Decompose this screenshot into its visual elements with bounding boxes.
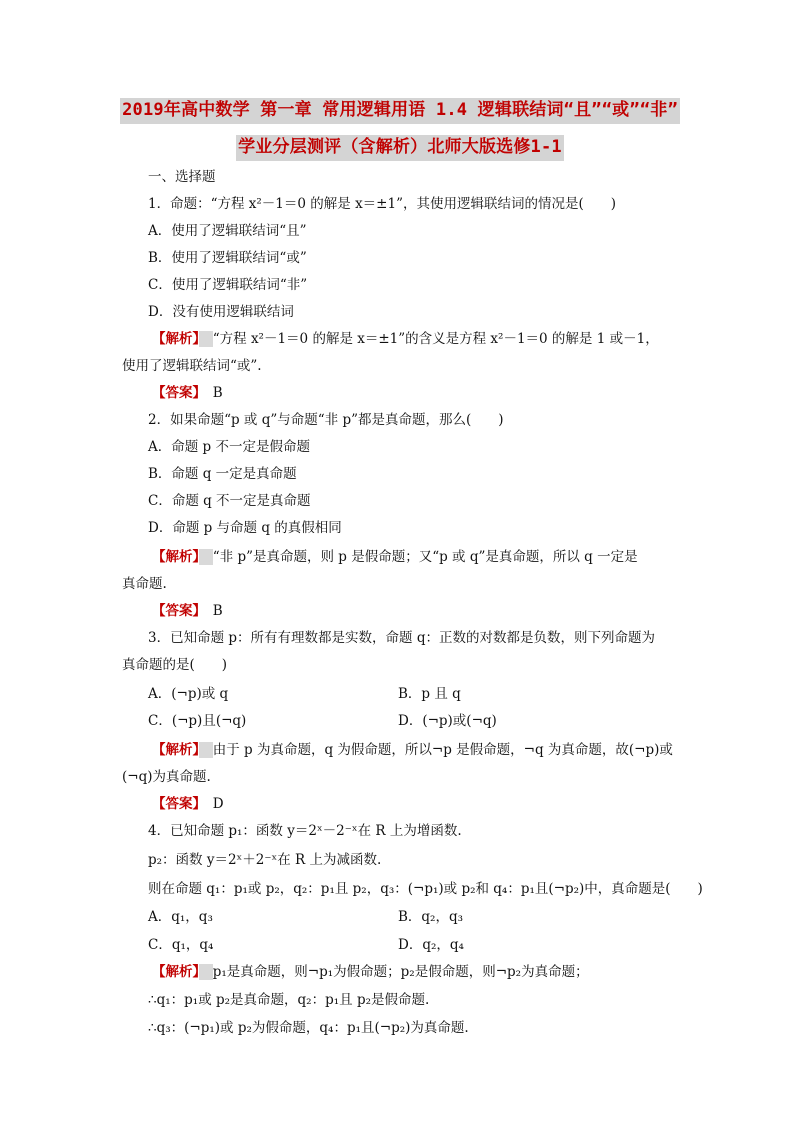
doc-title-line2: 学业分层测评（含解析）北师大版选修1-1 [0, 132, 800, 157]
q4-analysis-cont2: ∴q₃：(¬p₁)或 p₂为假命题，q₄：p₁且(¬p₂)为真命题. [148, 1020, 469, 1036]
q3-stem-cont: 真命题的是( ) [122, 657, 228, 673]
analysis-label: 【解析】 [152, 742, 200, 758]
q2-answer: 【答案】 B [152, 603, 223, 619]
q3-option-c: C．(¬p)且(¬q) [148, 713, 247, 729]
q4-stem: 4．已知命题 p₁：函数 y＝2ˣ－2⁻ˣ在 R 上为增函数. [148, 823, 462, 839]
q2-option-a: A．命题 p 不一定是假命题 [148, 439, 310, 455]
q3-option-d: D．(¬p)或(¬q) [398, 713, 497, 729]
q4-analysis: 【解析】 p₁是真命题，则¬p₁为假命题；p₂是假命题，则¬p₂为真命题； [152, 964, 589, 980]
q1-stem: 1．命题：“方程 x²－1＝0 的解是 x＝±1”，其使用逻辑联结词的情况是( ) [148, 196, 617, 212]
analysis-label: 【解析】 [152, 331, 200, 347]
q3-analysis: 【解析】 由于 p 为真命题，q 为假命题，所以¬p 是假命题，¬q 为真命题，故(¬p)或 [152, 742, 673, 758]
q2-analysis-cont: 真命题. [122, 576, 167, 592]
q3-stem: 3．已知命题 p：所有有理数都是实数，命题 q：正数的对数都是负数，则下列命题为 [148, 630, 655, 646]
q1-analysis: 【解析】 “方程 x²－1＝0 的解是 x＝±1”的含义是方程 x²－1＝0 的解是 1 或－1， [152, 331, 659, 347]
q4-option-d: D．q₂，q₄ [398, 937, 464, 953]
q3-answer: 【答案】 D [152, 796, 224, 812]
q1-answer: 【答案】 B [152, 385, 223, 401]
answer-label: 【答案】 [152, 603, 200, 619]
q1-option-c: C．使用了逻辑联结词“非” [148, 277, 308, 293]
q4-option-b: B．q₂，q₃ [398, 909, 464, 925]
q1-option-b: B．使用了逻辑联结词“或” [148, 250, 307, 266]
q4-stem-cont: 则在命题 q₁：p₁或 p₂，q₂：p₁且 p₂，q₃：(¬p₁)或 p₂和 q₄：p₁且(¬p₂)中，真命题是( ) [148, 881, 703, 897]
q1-analysis-cont: 使用了逻辑联结词“或”. [122, 358, 262, 374]
q2-analysis: 【解析】 “非 p”是真命题，则 p 是假命题；又“p 或 q”是真命题，所以 q 一定是 [152, 549, 638, 565]
q3-analysis-cont: (¬q)为真命题. [122, 769, 211, 785]
section-heading: 一、选择题 [148, 169, 216, 185]
q2-option-c: C．命题 q 不一定是真命题 [148, 493, 311, 509]
q4-analysis-cont1: ∴q₁：p₁或 p₂是真命题，q₂：p₁且 p₂是假命题. [148, 992, 430, 1008]
q4-option-a: A．q₁，q₃ [148, 909, 213, 925]
q4-stem-p2: p₂：函数 y＝2ˣ＋2⁻ˣ在 R 上为减函数. [148, 852, 382, 868]
q2-stem: 2．如果命题“p 或 q”与命题“非 p”都是真命题，那么( ) [148, 412, 504, 428]
q4-option-c: C．q₁，q₄ [148, 937, 214, 953]
answer-label: 【答案】 [152, 796, 200, 812]
q1-option-d: D．没有使用逻辑联结词 [148, 304, 294, 320]
q1-option-a: A．使用了逻辑联结词“且” [148, 223, 307, 239]
doc-title-line1: 2019年高中数学 第一章 常用逻辑用语 1.4 逻辑联结词“且”“或”“非” [0, 95, 800, 120]
q3-option-a: A．(¬p)或 q [148, 686, 229, 702]
analysis-label: 【解析】 [152, 549, 200, 565]
answer-label: 【答案】 [152, 385, 200, 401]
q3-option-b: B．p 且 q [398, 686, 461, 702]
q2-option-b: B．命题 q 一定是真命题 [148, 466, 297, 482]
q2-option-d: D．命题 p 与命题 q 的真假相同 [148, 520, 342, 536]
analysis-label: 【解析】 [152, 964, 200, 980]
